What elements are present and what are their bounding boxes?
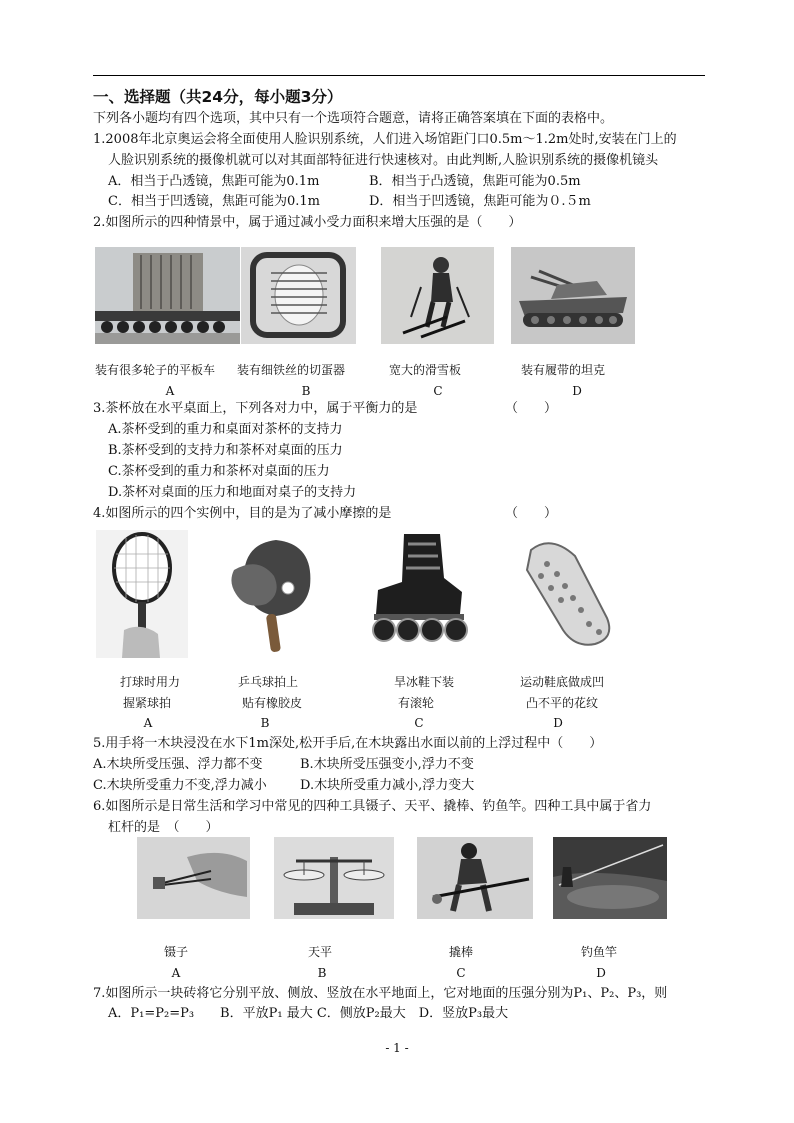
q4-letter-b: B: [260, 716, 270, 730]
q2-caption-b: 装有细铁丝的切蛋器: [236, 363, 346, 377]
q5-option-d: D.木块所受重力减小,浮力变大: [300, 778, 475, 793]
q3-stem: 3.茶杯放在水平桌面上，下列各对力中，属于平衡力的是: [93, 401, 418, 416]
q4-stem: 4.如图所示的四个实例中，目的是为了减小摩擦的是: [93, 506, 392, 521]
tennis-racket-image: [96, 530, 188, 658]
q1-option-c: C．相当于凹透镜，焦距可能为0.1m: [108, 194, 320, 209]
q6-letter-d: D: [596, 966, 606, 980]
q1-stem-line2: 人脸识别系统的摄像机就可以对其面部特征进行快速核对。由此判断,人脸识别系统的摄像机镜头: [108, 153, 659, 168]
roller-skate-image: [364, 530, 472, 648]
q2-caption-d: 装有履带的坦克: [520, 363, 606, 377]
sneaker-sole-image: [511, 530, 619, 658]
q4-caption-a-line1: 打球时用力: [119, 675, 181, 689]
q6-caption-c: 撬棒: [448, 945, 474, 959]
section-intro: 下列各小题均有四个选项，其中只有一个选项符合题意，请将正确答案填在下面的表格中。: [93, 111, 614, 126]
q1-stem-line1: 1.2008年北京奥运会将全面使用人脸识别系统，人们进入场馆距门口0.5m～1.2m处时,安装在门上的: [93, 132, 677, 147]
q3-option-a: A.茶杯受到的重力和桌面对茶杯的支持力: [108, 422, 343, 437]
q6-letter-b: B: [317, 966, 327, 980]
q5-option-b: B.木块所受压强变小,浮力不变: [300, 757, 474, 772]
q2-caption-a: 装有很多轮子的平板车: [94, 363, 216, 377]
q3-option-d: D.茶杯对桌面的压力和地面对桌子的支持力: [108, 485, 357, 500]
q4-answer-bracket: （ ）: [505, 506, 558, 521]
q6-stem-line1: 6.如图所示是日常生活和学习中常见的四种工具镊子、天平、撬棒、钓鱼竿。四种工具中属于省力: [93, 799, 652, 814]
q5-stem: 5.用手将一木块浸没在水下1m深处,松开手后,在木块露出水面以前的上浮过程中（ ）: [93, 736, 603, 751]
q6-caption-d: 钓鱼竿: [580, 945, 618, 959]
q2-letter-b: B: [301, 384, 311, 398]
q4-caption-a-line2: 握紧球拍: [122, 696, 172, 710]
q4-caption-b-line2: 贴有橡胶皮: [241, 696, 303, 710]
q3-option-b: B.茶杯受到的支持力和茶杯对桌面的压力: [108, 443, 343, 458]
q5-option-c: C.木块所受重力不变,浮力减小: [93, 778, 267, 793]
q2-letter-d: D: [572, 384, 582, 398]
skier-image: [381, 247, 494, 344]
tweezers-image: [137, 837, 250, 919]
q4-letter-d: D: [553, 716, 563, 730]
crowbar-image: [417, 837, 533, 919]
q5-option-a: A.木块所受压强、浮力都不变: [93, 757, 263, 772]
q6-letter-a: A: [171, 966, 181, 980]
q1-option-b: B．相当于凸透镜，焦距可能为0.5m: [369, 174, 581, 189]
q4-caption-b-line1: 乒乓球拍上: [237, 675, 299, 689]
q6-letter-c: C: [456, 966, 466, 980]
q2-caption-c: 宽大的滑雪板: [388, 363, 462, 377]
q4-caption-c-line2: 有滚轮: [397, 696, 435, 710]
q4-caption-d-line2: 凸不平的花纹: [525, 696, 599, 710]
q4-letter-c: C: [414, 716, 424, 730]
q2-letter-c: C: [433, 384, 443, 398]
fishing-rod-image: [553, 837, 667, 919]
q2-stem: 2.如图所示的四种情景中，属于通过减小受力面积来增大压强的是（ ）: [93, 215, 522, 230]
q1-option-a: A．相当于凸透镜，焦距可能为0.1m: [108, 174, 320, 189]
q6-stem-line2: 杠杆的是 （ ）: [108, 820, 219, 835]
q3-answer-bracket: （ ）: [505, 401, 558, 416]
q1-option-d: D．相当于凹透镜，焦距可能为０.５m: [369, 194, 591, 209]
q7-stem: 7.如图所示一块砖将它分别平放、侧放、竖放在水平地面上，它对地面的压强分别为P₁、P₂、P₃，则: [93, 986, 668, 1001]
tank-image: [511, 247, 635, 344]
q7-options: A．P₁=P₂=P₃ B．平放P₁ 最大 C．侧放P₂最大 D．竖放P₃最大: [108, 1006, 509, 1021]
q2-letter-a: A: [165, 384, 175, 398]
q4-letter-a: A: [143, 716, 153, 730]
page-number: - 1 -: [385, 1041, 409, 1055]
section-title: 一、选择题（共24分，每小题3分）: [93, 88, 343, 106]
balance-scale-image: [274, 837, 394, 919]
egg-slicer-image: [241, 247, 356, 344]
flatbed-truck-image: [95, 247, 240, 344]
q6-caption-a: 镊子: [163, 945, 189, 959]
ping-pong-paddle-image: [218, 530, 320, 658]
header-rule: [93, 75, 705, 76]
q4-caption-d-line1: 运动鞋底做成凹: [519, 675, 605, 689]
q6-caption-b: 天平: [307, 945, 333, 959]
q3-option-c: C.茶杯受到的重力和茶杯对桌面的压力: [108, 464, 330, 479]
q4-caption-c-line1: 旱冰鞋下装: [393, 675, 455, 689]
